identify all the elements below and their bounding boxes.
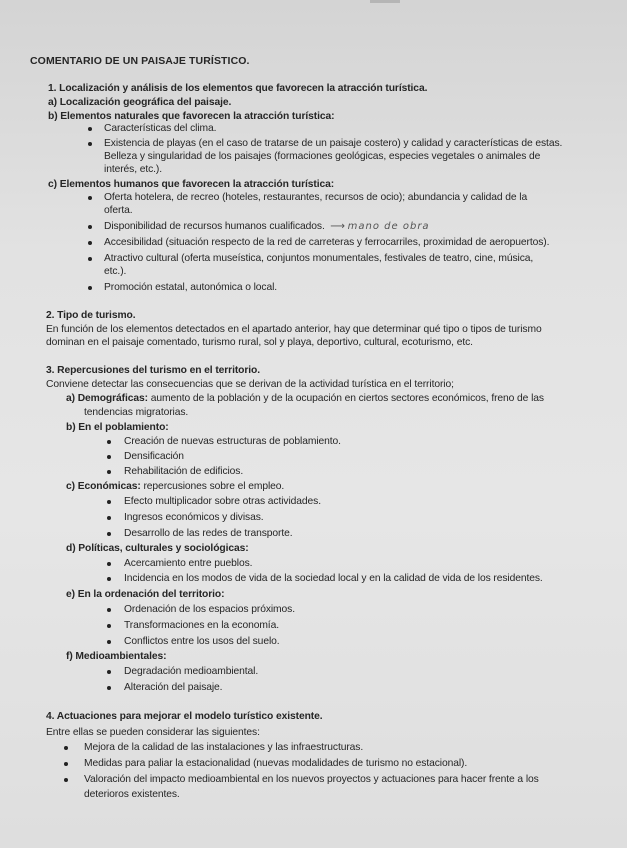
list-item: Efecto multiplicador sobre otras actividades. [124,496,321,507]
list-item: Ingresos económicos y divisas. [124,512,264,523]
section-3-heading: 3. Repercusiones del turismo en el territorio. [46,365,260,376]
list-item: Valoración del impacto medioambiental en los nuevos proyectos y actuaciones para hacer frente a los [84,774,539,785]
list-item: Belleza y singularidad de los paisajes (formaciones geológicas, especies vegetales o animales de [104,151,541,162]
section-1a: a) Localización geográfica del paisaje. [48,97,232,108]
bullet [107,670,111,674]
bullet [107,624,111,628]
section-1-heading: 1. Localización y análisis de los elementos que favorecen la atracción turística. [48,83,428,94]
bullet [107,608,111,612]
list-item: Creación de nuevas estructuras de poblamiento. [124,436,341,447]
list-item: interés, etc.). [104,164,163,175]
list-item: Accesibilidad (situación respecto de la red de carreteras y ferrocarriles, proximidad de aeropuertos). [104,237,550,248]
bullet [64,746,68,750]
section-3c-text: repercusiones sobre el empleo. [140,481,285,492]
bullet [107,470,111,474]
section-3d: d) Políticas, culturales y sociológicas: [66,543,249,554]
list-item: oferta. [104,205,133,216]
list-item: Conflictos entre los usos del suelo. [124,636,280,647]
bullet [64,778,68,782]
section-4-intro: Entre ellas se pueden considerar las siguientes: [46,727,260,738]
section-3a [66,392,544,405]
list-item: Promoción estatal, autonómica o local. [104,282,278,293]
section-3a-text: aumento de la población y de la ocupación en ciertos sectores económicos, freno de las [147,393,544,404]
bullet [107,640,111,644]
bullet [88,142,92,146]
bullet [88,127,92,131]
bullet [64,762,68,766]
bullet [88,286,92,290]
section-3c [66,480,284,493]
section-2-heading: 2. Tipo de turismo. [46,310,136,321]
list-item: Rehabilitación de edificios. [124,466,244,477]
bullet [107,440,111,444]
section-3b: b) En el poblamiento: [66,422,169,433]
list-item: Medidas para paliar la estacionalidad (nuevas modalidades de turismo no estacional). [84,758,468,769]
list-item: Incidencia en los modos de vida de la sociedad local y en la calidad de vida de los residentes. [124,573,543,584]
list-item: Existencia de playas (en el caso de tratarse de un paisaje costero) y calidad y características de estas. [104,138,563,149]
list-item: Transformaciones en la economía. [124,620,279,631]
list-item: Atractivo cultural (oferta museística, conjuntos monumentales, festivales de teatro, cine, música, [104,253,534,264]
bullet [107,577,111,581]
document-title: COMENTARIO DE UN PAISAJE TURÍSTICO. [30,55,250,67]
list-item: Alteración del paisaje. [124,682,223,693]
bullet [107,562,111,566]
section-3c-label: c) Económicas: [66,481,141,492]
bullet [107,532,111,536]
list-item: Oferta hotelera, de recreo (hoteles, restaurantes, recursos de ocio); abundancia y calidad de la [104,192,528,203]
bullet [107,500,111,504]
list-item: deterioros existentes. [84,789,180,800]
section-4-heading: 4. Actuaciones para mejorar el modelo turístico existente. [46,711,323,722]
list-item: Degradación medioambiental. [124,666,259,677]
bullet [88,196,92,200]
list-item: etc.). [104,266,127,277]
section-3a-label: a) Demográficas: [66,393,148,404]
section-1b: b) Elementos naturales que favorecen la atracción turística: [48,111,335,122]
section-3-intro: Conviene detectar las consecuencias que se derivan de la actividad turística en el territorio; [46,379,454,390]
bullet [107,686,111,690]
paper-fold-mark [370,0,400,3]
section-2-text: En función de los elementos detectados en el apartado anterior, hay que determinar qué tipo o tipos de turismo [46,324,542,335]
list-item: Acercamiento entre pueblos. [124,558,253,569]
list-item: Mejora de la calidad de las instalaciones y las infraestructuras. [84,742,364,753]
section-3f: f) Medioambientales: [66,651,167,662]
list-item [104,220,430,233]
arrow-icon: ⟶ [327,221,348,232]
bullet [88,241,92,245]
section-3a-text-cont: tendencias migratorias. [84,407,189,418]
bullet [107,455,111,459]
list-item: Desarrollo de las redes de transporte. [124,528,293,539]
list-item: Ordenación de los espacios próximos. [124,604,295,615]
section-3e: e) En la ordenación del territorio: [66,589,225,600]
bullet [88,257,92,261]
list-item: Características del clima. [104,123,217,134]
list-item: Densificación [124,451,184,462]
bullet [88,225,92,229]
bullet [107,516,111,520]
section-2-text: dominan en el paisaje comentado, turismo rural, sol y playa, deportivo, cultural, ecoturismo, etc. [46,337,473,348]
section-1c: c) Elementos humanos que favorecen la atracción turística: [48,179,335,190]
handwritten-note: mano de obra [347,221,430,232]
list-item-text: Disponibilidad de recursos humanos cualificados. [104,221,325,232]
